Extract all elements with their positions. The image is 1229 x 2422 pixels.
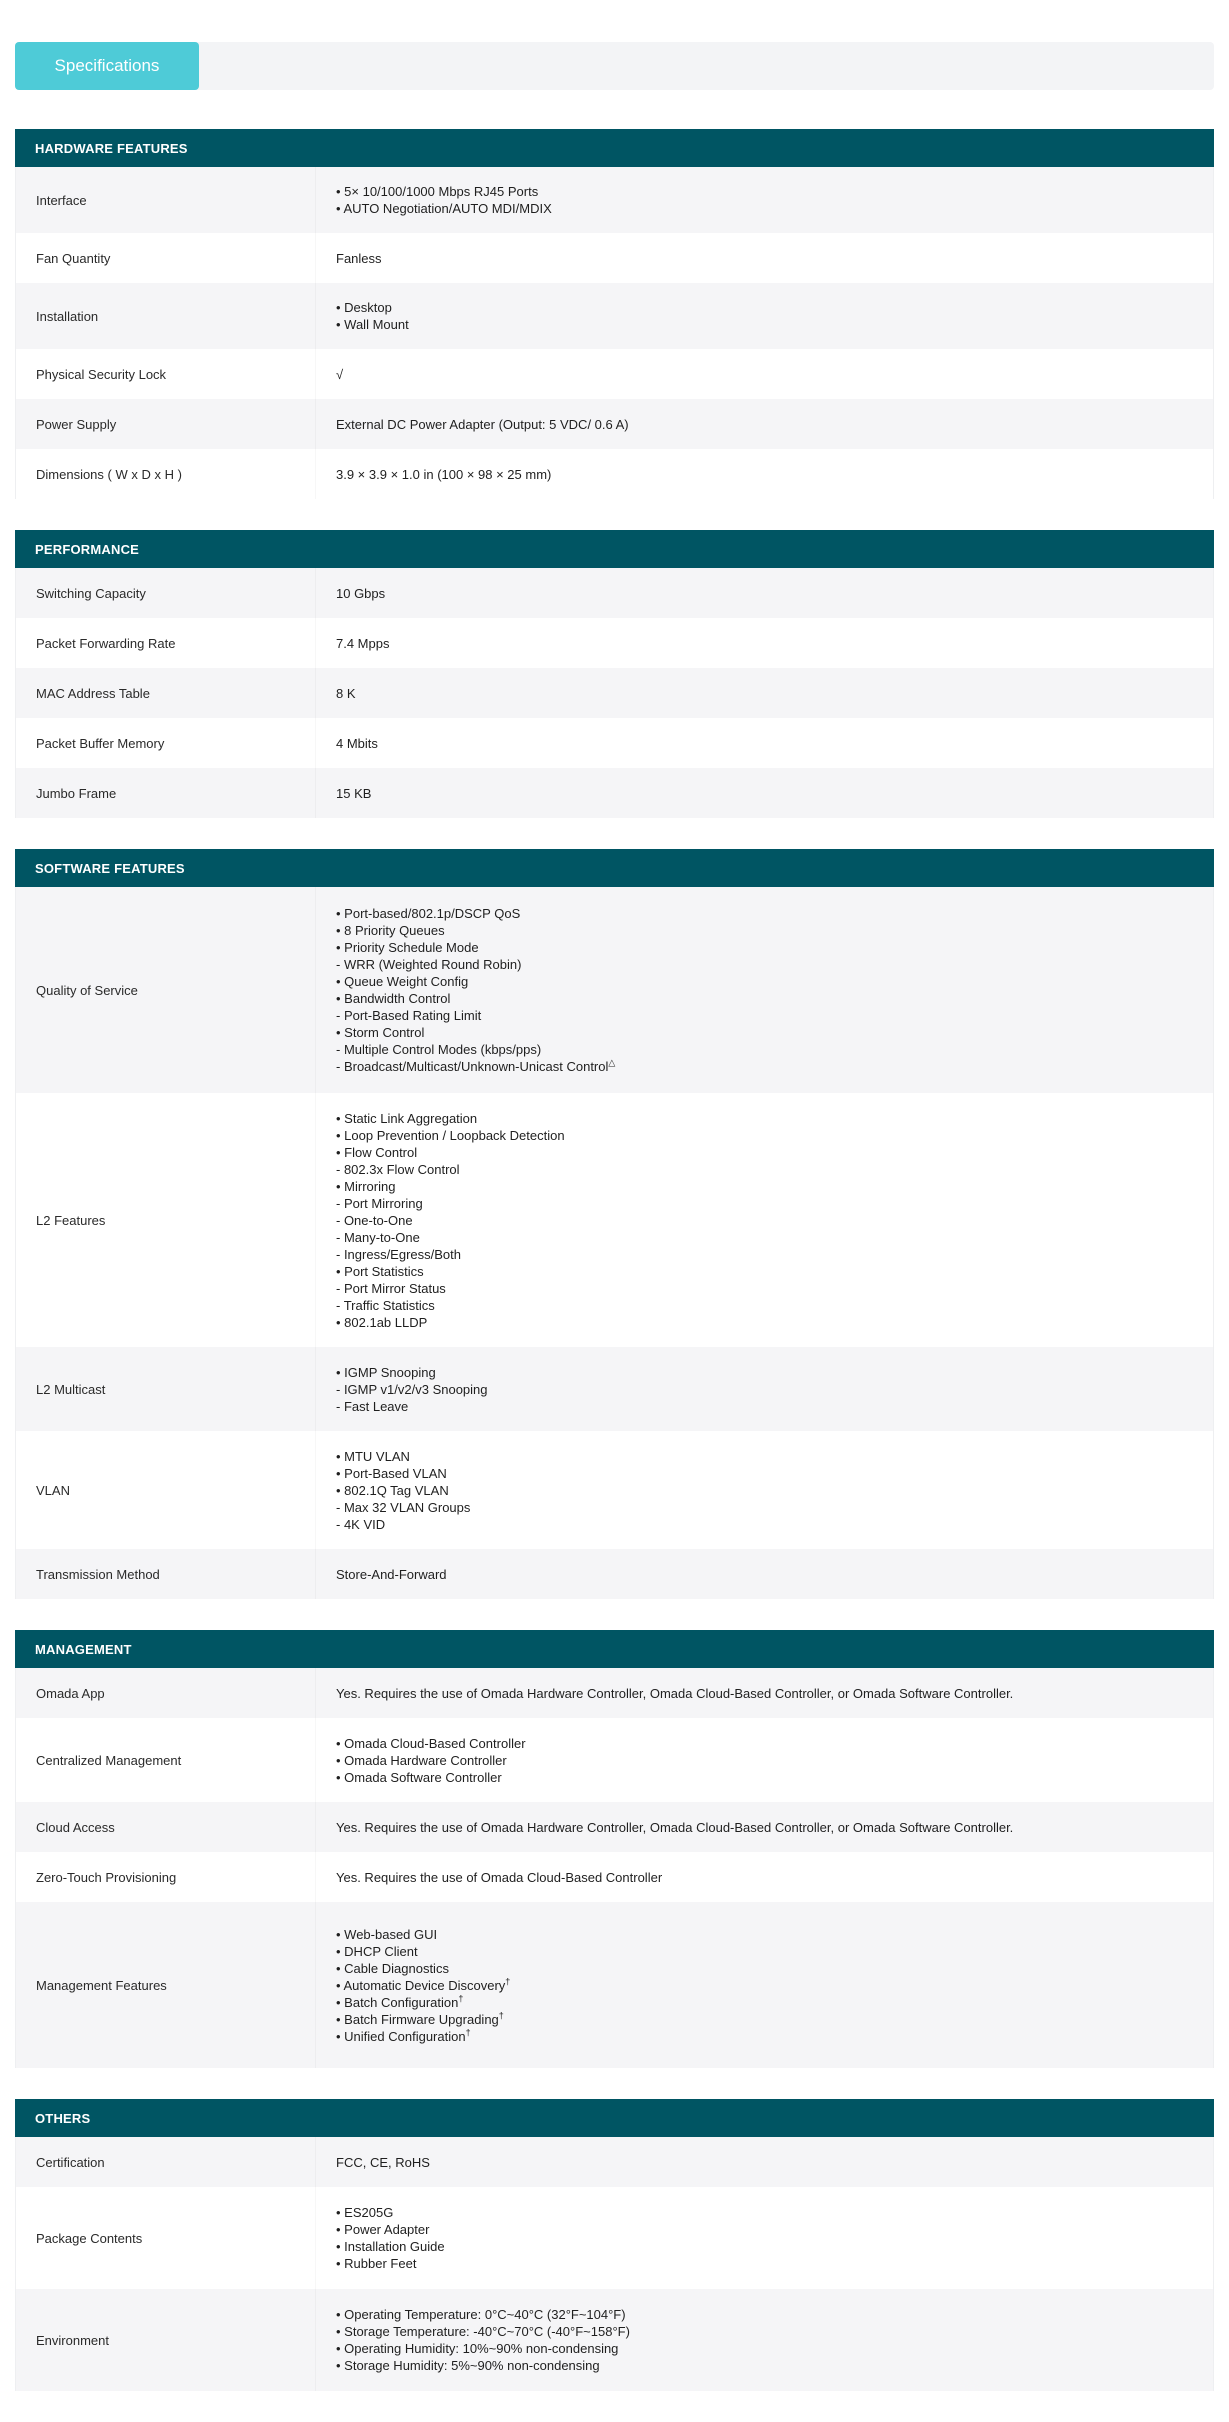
spec-value-text: √ [336,366,344,382]
spec-value-text: • Omada Software Controller [336,1769,502,1785]
spec-row [15,668,1214,718]
spec-value-text: FCC, CE, RoHS [336,2154,430,2170]
spec-value [316,685,1213,702]
spec-value-line [336,735,1193,752]
spec-value-text: • Rubber Feet [336,2256,417,2271]
spec-value-line [336,1195,1193,1212]
spec-label: Switching Capacity [16,568,316,618]
spec-label: MAC Address Table [16,668,316,718]
spec-value-line [336,939,1193,956]
spec-row [15,1852,1214,1902]
spec-value-text: • AUTO Negotiation/AUTO MDI/MDIX [336,201,552,216]
spec-label: VLAN [16,1431,316,1549]
spec-value-line [336,1246,1193,1263]
spec-value [316,250,1213,267]
spec-value-text: Yes. Requires the use of Omada Hardware Controller, Omada Cloud-Based Controller, or Omada Software Controller. [336,1819,1014,1835]
spec-value-text: • Loop Prevention / Loopback Detection [336,1127,565,1143]
spec-value [316,905,1213,1075]
spec-value-text: • Unified Configuration [336,2028,466,2044]
spec-value [316,299,1213,333]
spec-row [15,568,1214,618]
spec-section [15,2099,1214,2391]
spec-value-text: • Wall Mount [336,317,409,332]
spec-value-text: • Port-Based VLAN [336,1465,447,1481]
spec-row [15,167,1214,233]
tab-bar [15,42,1214,90]
spec-value-text: Fanless [336,250,382,266]
spec-label: Fan Quantity [16,233,316,283]
spec-label: Quality of Service [16,887,316,1093]
spec-value-line [336,1041,1193,1058]
spec-row [15,768,1214,818]
spec-value-line [336,956,1193,973]
section-header: HARDWARE FEATURES [15,129,1214,167]
spec-value-line [336,466,1193,483]
spec-value [316,1819,1213,1836]
spec-label: Dimensions ( W x D x H ) [16,449,316,499]
footnote-mark: † [458,1993,464,2004]
spec-value-text: - Max 32 VLAN Groups [336,1499,471,1515]
spec-value-line [336,973,1193,990]
spec-value-line [336,1769,1193,1786]
spec-value-text: - WRR (Weighted Round Robin) [336,957,522,972]
spec-row [15,1431,1214,1549]
spec-row [15,233,1214,283]
section-header: PERFORMANCE [15,530,1214,568]
spec-value-text: • Web-based GUI [336,1926,438,1942]
spec-section [15,129,1214,499]
spec-label: Cloud Access [16,1802,316,1852]
spec-value [316,1566,1213,1583]
spec-value-line [336,922,1193,939]
spec-row [15,1902,1214,2068]
spec-value-line [336,1007,1193,1024]
spec-value-text: Yes. Requires the use of Omada Hardware Controller, Omada Cloud-Based Controller, or Omada Software Controller. [336,1685,1014,1701]
spec-label: Power Supply [16,399,316,449]
spec-value-line [336,2357,1193,2374]
spec-value-text: - One-to-One [336,1212,413,1228]
spec-label: Jumbo Frame [16,768,316,818]
spec-value-line [336,1229,1193,1246]
spec-value-text: • Cable Diagnostics [336,1960,449,1976]
spec-value-text: - Traffic Statistics [336,1297,435,1313]
spec-value [316,1926,1213,2045]
spec-value-line [336,1819,1193,1836]
spec-label: Management Features [16,1902,316,2068]
spec-label: Environment [16,2289,316,2391]
spec-value-line [336,1110,1193,1127]
spec-value-line [336,1448,1193,1465]
footnote-mark: † [505,1976,511,1987]
spec-label: Packet Forwarding Rate [16,618,316,668]
spec-value [316,183,1213,217]
spec-value-line [336,1566,1193,1583]
spec-value-line [336,2323,1193,2340]
spec-value-text: • MTU VLAN [336,1448,410,1464]
spec-value [316,2154,1213,2171]
spec-value-text: • Port Statistics [336,1263,424,1279]
spec-row [15,1802,1214,1852]
spec-value-line [336,1178,1193,1195]
spec-value [316,1869,1213,1886]
spec-value-text: 8 K [336,685,356,701]
specifications-table [15,129,1214,2422]
spec-label: Installation [16,283,316,349]
spec-value-line [336,2028,1193,2045]
spec-value-text: • Storm Control [336,1025,425,1040]
spec-value-text: • 8 Priority Queues [336,923,445,938]
spec-value-line [336,905,1193,922]
spec-value-text: • Storage Humidity: 5%~90% non-condensing [336,2358,600,2373]
spec-section [15,530,1214,818]
spec-value-line [336,316,1193,333]
spec-row [15,399,1214,449]
spec-value-text: - Port Mirroring [336,1195,423,1211]
spec-value-text: • Queue Weight Config [336,974,469,989]
spec-value-text: • 802.1Q Tag VLAN [336,1482,449,1498]
spec-row [15,2289,1214,2391]
spec-value-text: External DC Power Adapter (Output: 5 VDC/ 0.6 A) [336,416,629,432]
spec-value-text: • Storage Temperature: -40°C~70°C (-40°F~158°F) [336,2324,630,2339]
spec-value-line [336,1482,1193,1499]
spec-value-line [336,2255,1193,2272]
spec-value-line [336,1994,1193,2011]
spec-value-text: 15 KB [336,785,372,801]
spec-value-text: - IGMP v1/v2/v3 Snooping [336,1381,488,1397]
spec-row [15,449,1214,499]
footnote-mark: † [498,2010,504,2021]
spec-value-line [336,1398,1193,1415]
spec-value [316,1110,1213,1331]
spec-value-line [336,250,1193,267]
spec-row [15,1668,1214,1718]
spec-value-text: 3.9 × 3.9 × 1.0 in (100 × 98 × 25 mm) [336,466,552,482]
spec-row [15,887,1214,1093]
spec-value-text: Store-And-Forward [336,1566,447,1582]
spec-value-line [336,785,1193,802]
spec-label: Physical Security Lock [16,349,316,399]
spec-value-line [336,1735,1193,1752]
spec-value-line [336,416,1193,433]
spec-value [316,1685,1213,1702]
spec-label: Transmission Method [16,1549,316,1599]
spec-value-line [336,1943,1193,1960]
spec-value-line [336,1263,1193,1280]
spec-value-line [336,1297,1193,1314]
spec-value-text: • 5× 10/100/1000 Mbps RJ45 Ports [336,184,539,199]
spec-value-text: - Ingress/Egress/Both [336,1246,461,1262]
section-header: MANAGEMENT [15,1630,1214,1668]
spec-value-line [336,1314,1193,1331]
spec-row [15,349,1214,399]
spec-value-line [336,1869,1193,1886]
spec-value-line [336,1381,1193,1398]
spec-value-text: • Priority Schedule Mode [336,940,479,955]
spec-section [15,1630,1214,2068]
spec-value-text: - Port-Based Rating Limit [336,1008,482,1023]
spec-label: L2 Features [16,1093,316,1347]
section-header: OTHERS [15,2099,1214,2137]
spec-label: Omada App [16,1668,316,1718]
spec-value-text: • Omada Cloud-Based Controller [336,1735,526,1751]
spec-value-text: - Fast Leave [336,1398,409,1414]
spec-value-text: • Installation Guide [336,2239,445,2254]
spec-value-line [336,1752,1193,1769]
spec-row [15,283,1214,349]
spec-value-line [336,1960,1193,1977]
spec-value [316,635,1213,652]
spec-value-line [336,1465,1193,1482]
spec-value-text: • Desktop [336,300,392,315]
spec-section [15,849,1214,1599]
spec-value [316,466,1213,483]
spec-label: L2 Multicast [16,1347,316,1431]
spec-value-text: • Mirroring [336,1178,396,1194]
spec-value-text: • Static Link Aggregation [336,1110,478,1126]
spec-value-line [336,635,1193,652]
footnote-mark: △ [608,1057,616,1068]
spec-value-text: - Port Mirror Status [336,1280,446,1296]
spec-value-text: - Multiple Control Modes (kbps/pps) [336,1042,542,1057]
spec-value-line [336,1280,1193,1297]
spec-value [316,735,1213,752]
spec-value-text: - Broadcast/Multicast/Unknown-Unicast Control [336,1059,609,1074]
spec-value-line [336,1926,1193,1943]
spec-value-text: • Bandwidth Control [336,991,451,1006]
tab-specifications[interactable]: Specifications [15,42,199,90]
spec-value-line [336,685,1193,702]
spec-row [15,1347,1214,1431]
spec-value-text: - 4K VID [336,1516,386,1532]
spec-value-line [336,366,1193,383]
spec-row [15,2187,1214,2289]
spec-value-text: - 802.3x Flow Control [336,1161,460,1177]
spec-value-line [336,990,1193,1007]
spec-value-text: Yes. Requires the use of Omada Cloud-Based Controller [336,1869,663,1885]
spec-value-line [336,2154,1193,2171]
section-header: SOFTWARE FEATURES [15,849,1214,887]
spec-value-line [336,585,1193,602]
spec-value-line [336,2238,1193,2255]
footnote-mark: † [465,2027,471,2038]
spec-value-text: 7.4 Mpps [336,635,390,651]
spec-value-line [336,2011,1193,2028]
spec-value-text: • Port-based/802.1p/DSCP QoS [336,906,521,921]
spec-value-text: • Operating Humidity: 10%~90% non-condensing [336,2341,619,2356]
spec-row [15,1093,1214,1347]
spec-value-line [336,1058,1193,1075]
spec-value [316,585,1213,602]
spec-value-line [336,1685,1193,1702]
spec-value-text: - Many-to-One [336,1229,420,1245]
spec-value-text: • IGMP Snooping [336,1364,436,1380]
spec-value [316,1364,1213,1415]
spec-value-line [336,1024,1193,1041]
spec-value-text: • 802.1ab LLDP [336,1314,428,1330]
spec-value-line [336,299,1193,316]
spec-value-text: • Batch Configuration [336,1994,459,2010]
spec-row [15,1549,1214,1599]
spec-value-text: • DHCP Client [336,1943,418,1959]
spec-label: Interface [16,167,316,233]
spec-value-text: 10 Gbps [336,585,386,601]
spec-label: Centralized Management [16,1718,316,1802]
spec-value-line [336,2306,1193,2323]
spec-value-line [336,1144,1193,1161]
spec-value-text: • Flow Control [336,1144,418,1160]
spec-value-text: • ES205G [336,2205,394,2220]
spec-value [316,2306,1213,2374]
spec-value [316,416,1213,433]
spec-row [15,2137,1214,2187]
spec-value-text: • Automatic Device Discovery [336,1977,506,1993]
spec-value-line [336,2204,1193,2221]
spec-value-line [336,183,1193,200]
spec-value [316,1735,1213,1786]
spec-value-text: • Operating Temperature: 0°C~40°C (32°F~104°F) [336,2307,626,2322]
spec-value [316,366,1213,383]
spec-label: Package Contents [16,2187,316,2289]
spec-row [15,1718,1214,1802]
spec-value-line [336,200,1193,217]
spec-value [316,2204,1213,2272]
spec-value-line [336,1212,1193,1229]
spec-value-line [336,2221,1193,2238]
spec-value [316,785,1213,802]
spec-value-line [336,1161,1193,1178]
spec-row [15,618,1214,668]
spec-value-line [336,1364,1193,1381]
spec-label: Zero-Touch Provisioning [16,1852,316,1902]
spec-row [15,718,1214,768]
spec-label: Certification [16,2137,316,2187]
spec-value-line [336,1977,1193,1994]
spec-value-line [336,1499,1193,1516]
spec-value [316,1448,1213,1533]
spec-label: Packet Buffer Memory [16,718,316,768]
spec-value-line [336,2340,1193,2357]
spec-value-text: 4 Mbits [336,735,378,751]
spec-value-text: • Power Adapter [336,2222,430,2237]
spec-value-text: • Omada Hardware Controller [336,1752,507,1768]
spec-value-text: • Batch Firmware Upgrading [336,2011,499,2027]
spec-value-line [336,1516,1193,1533]
spec-value-line [336,1127,1193,1144]
